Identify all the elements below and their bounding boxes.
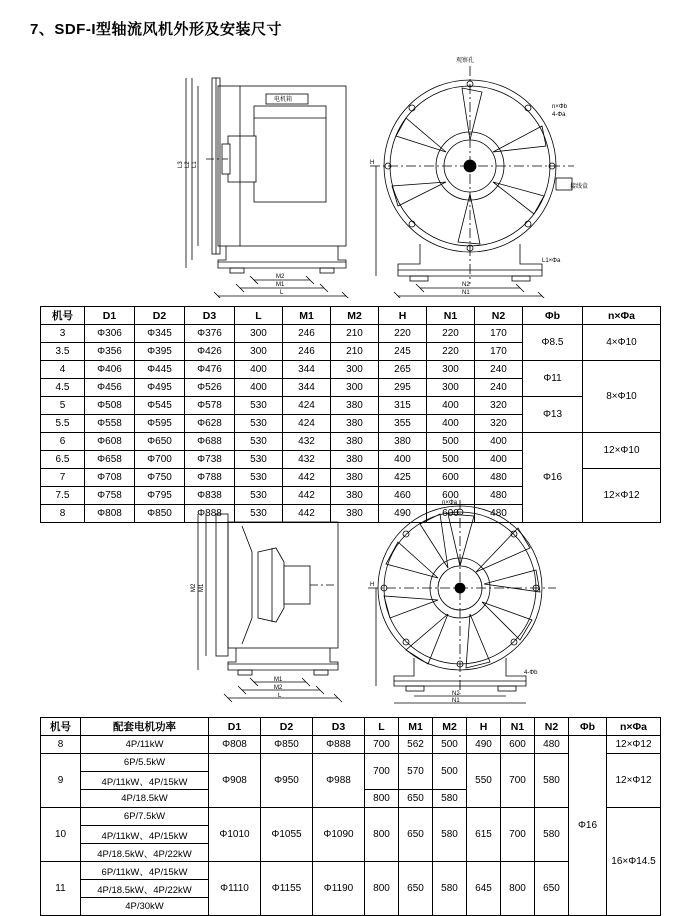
cell-n1: 600 bbox=[427, 469, 475, 487]
th2-phib: Φb bbox=[569, 718, 607, 736]
th-m2: M2 bbox=[331, 307, 379, 325]
label-observation-hole: 观察孔 bbox=[456, 58, 475, 64]
cell-l: 800 bbox=[365, 808, 399, 862]
cell-m1: 562 bbox=[399, 736, 433, 754]
cell-h: 355 bbox=[379, 415, 427, 433]
label-terminal-box: 接线盒 bbox=[570, 184, 589, 190]
cell-n1: 600 bbox=[501, 736, 535, 754]
th-m1: M1 bbox=[283, 307, 331, 325]
cell-phib: Φ11 bbox=[523, 361, 583, 397]
cell-m1: 432 bbox=[283, 433, 331, 451]
cell-d2: Φ850 bbox=[261, 736, 313, 754]
th-phib: Φb bbox=[523, 307, 583, 325]
cell-d2: Φ495 bbox=[135, 379, 185, 397]
cell-d3: Φ1190 bbox=[313, 862, 365, 916]
label-L1phia: L1×Φa bbox=[542, 258, 561, 264]
th-d2: D2 bbox=[135, 307, 185, 325]
cell-motor: 6P/7.5kW bbox=[81, 808, 209, 826]
cell-d2: Φ850 bbox=[135, 505, 185, 523]
cell-h: 220 bbox=[379, 325, 427, 343]
cell-l: 530 bbox=[235, 433, 283, 451]
cell-jihao: 11 bbox=[41, 862, 81, 916]
label-L2b: M2 bbox=[191, 583, 197, 592]
cell-d2: Φ700 bbox=[135, 451, 185, 469]
cell-m2: 210 bbox=[331, 343, 379, 361]
cell-motor: 6P/11kW、4P/15kW bbox=[81, 862, 209, 880]
table2-header-row bbox=[41, 718, 661, 736]
cell-m2: 300 bbox=[331, 379, 379, 397]
cell-n1: 700 bbox=[501, 808, 535, 862]
cell-n1: 500 bbox=[427, 451, 475, 469]
cell-m1: 344 bbox=[283, 379, 331, 397]
cell-jihao: 4 bbox=[41, 361, 85, 379]
cell-n2: 480 bbox=[475, 487, 523, 505]
cell-d1: Φ608 bbox=[85, 433, 135, 451]
cell-d3: Φ688 bbox=[185, 433, 235, 451]
drawing-top-svg bbox=[170, 48, 590, 298]
dimension-table-2 bbox=[40, 717, 661, 916]
cell-phib: Φ8.5 bbox=[523, 325, 583, 361]
cell-d2: Φ595 bbox=[135, 415, 185, 433]
th-n1: N1 bbox=[427, 307, 475, 325]
cell-m2: 210 bbox=[331, 325, 379, 343]
cell-m2: 500 bbox=[433, 754, 467, 790]
cell-m1: 442 bbox=[283, 469, 331, 487]
label-N1b: N1 bbox=[452, 698, 460, 704]
cell-nxa: 16×Φ14.5 bbox=[607, 808, 661, 916]
label-L3: L3 bbox=[178, 161, 184, 168]
cell-jihao: 5 bbox=[41, 397, 85, 415]
cell-m1: 424 bbox=[283, 415, 331, 433]
table-row bbox=[41, 397, 661, 415]
cell-h: 245 bbox=[379, 343, 427, 361]
label-M1: M1 bbox=[276, 282, 285, 288]
cell-n1: 220 bbox=[427, 325, 475, 343]
cell-jihao: 9 bbox=[41, 754, 81, 808]
cell-m2: 380 bbox=[331, 469, 379, 487]
cell-n2: 580 bbox=[535, 754, 569, 808]
label-L1: L1 bbox=[192, 161, 198, 168]
label-M2b: M2 bbox=[274, 685, 283, 691]
cell-d1: Φ658 bbox=[85, 451, 135, 469]
cell-l: 700 bbox=[365, 754, 399, 790]
cell-m2: 380 bbox=[331, 487, 379, 505]
cell-n1: 600 bbox=[427, 505, 475, 523]
cell-jihao: 7.5 bbox=[41, 487, 85, 505]
cell-l: 530 bbox=[235, 487, 283, 505]
dimension-table-1 bbox=[40, 306, 661, 523]
cell-m1: 246 bbox=[283, 325, 331, 343]
th-nxa: n×Φa bbox=[583, 307, 661, 325]
cell-d2: Φ950 bbox=[261, 754, 313, 808]
cell-n2: 170 bbox=[475, 325, 523, 343]
cell-d1: Φ356 bbox=[85, 343, 135, 361]
cell-nxa: 12×Φ12 bbox=[583, 469, 661, 523]
cell-d2: Φ1055 bbox=[261, 808, 313, 862]
cell-d3: Φ426 bbox=[185, 343, 235, 361]
cell-h: 550 bbox=[467, 754, 501, 808]
cell-d1: Φ406 bbox=[85, 361, 135, 379]
cell-phib: Φ16 bbox=[569, 736, 607, 916]
cell-d3: Φ376 bbox=[185, 325, 235, 343]
cell-d3: Φ738 bbox=[185, 451, 235, 469]
drawing-bottom bbox=[180, 492, 580, 707]
cell-motor: 4P/18.5kW、4P/22kW bbox=[81, 880, 209, 898]
cell-m1: 432 bbox=[283, 451, 331, 469]
cell-d1: Φ1010 bbox=[209, 808, 261, 862]
label-4phia: 4-Φa bbox=[552, 112, 566, 118]
cell-jihao: 6.5 bbox=[41, 451, 85, 469]
cell-n1: 800 bbox=[501, 862, 535, 916]
cell-l: 300 bbox=[235, 343, 283, 361]
cell-m1: 344 bbox=[283, 361, 331, 379]
th2-jihao: 机号 bbox=[41, 718, 81, 736]
label-H: H bbox=[370, 160, 375, 166]
cell-n2: 170 bbox=[475, 343, 523, 361]
cell-m2: 380 bbox=[331, 415, 379, 433]
cell-d3: Φ888 bbox=[313, 736, 365, 754]
cell-d3: Φ476 bbox=[185, 361, 235, 379]
cell-d1: Φ908 bbox=[209, 754, 261, 808]
page-title: 7、SDF-I型轴流风机外形及安装尺寸 bbox=[30, 21, 283, 38]
th2-n2: N2 bbox=[535, 718, 569, 736]
cell-phib: Φ13 bbox=[523, 397, 583, 433]
cell-l: 300 bbox=[235, 325, 283, 343]
cell-n2: 480 bbox=[535, 736, 569, 754]
cell-d1: Φ808 bbox=[85, 505, 135, 523]
cell-n2: 400 bbox=[475, 451, 523, 469]
th2-h: H bbox=[467, 718, 501, 736]
cell-d3: Φ788 bbox=[185, 469, 235, 487]
cell-d2: Φ750 bbox=[135, 469, 185, 487]
cell-m2: 580 bbox=[433, 862, 467, 916]
cell-m2: 380 bbox=[331, 433, 379, 451]
drawing-bottom-svg bbox=[180, 492, 580, 707]
label-N1: N1 bbox=[462, 290, 470, 296]
th2-nxa: n×Φa bbox=[607, 718, 661, 736]
cell-n1: 220 bbox=[427, 343, 475, 361]
cell-m1: 442 bbox=[283, 487, 331, 505]
cell-d3: Φ838 bbox=[185, 487, 235, 505]
cell-l: 800 bbox=[365, 790, 399, 808]
cell-m2: 380 bbox=[331, 397, 379, 415]
cell-motor: 4P/30kW bbox=[81, 898, 209, 916]
cell-m2: 580 bbox=[433, 790, 467, 808]
cell-d3: Φ526 bbox=[185, 379, 235, 397]
th-n2: N2 bbox=[475, 307, 523, 325]
cell-n1: 600 bbox=[427, 487, 475, 505]
cell-d1: Φ758 bbox=[85, 487, 135, 505]
label-N2b: N2 bbox=[452, 691, 460, 697]
cell-nxa: 12×Φ12 bbox=[607, 736, 661, 754]
cell-n2: 480 bbox=[475, 469, 523, 487]
cell-l: 530 bbox=[235, 469, 283, 487]
cell-m2: 300 bbox=[331, 361, 379, 379]
cell-n2: 650 bbox=[535, 862, 569, 916]
cell-m2: 380 bbox=[331, 505, 379, 523]
cell-nxa: 8×Φ10 bbox=[583, 361, 661, 433]
cell-nxa: 12×Φ10 bbox=[583, 433, 661, 469]
cell-h: 615 bbox=[467, 808, 501, 862]
cell-h: 315 bbox=[379, 397, 427, 415]
cell-d3: Φ888 bbox=[185, 505, 235, 523]
label-nxa-b: n×Φa bbox=[442, 500, 457, 506]
cell-h: 425 bbox=[379, 469, 427, 487]
cell-nxa: 12×Φ12 bbox=[607, 754, 661, 808]
cell-jihao: 6 bbox=[41, 433, 85, 451]
cell-d2: Φ1155 bbox=[261, 862, 313, 916]
cell-jihao: 4.5 bbox=[41, 379, 85, 397]
table-row bbox=[41, 325, 661, 343]
label-Lb: L bbox=[278, 693, 282, 699]
th-jihao: 机号 bbox=[41, 307, 85, 325]
th2-l: L bbox=[365, 718, 399, 736]
cell-d1: Φ558 bbox=[85, 415, 135, 433]
cell-jihao: 8 bbox=[41, 736, 81, 754]
table-row bbox=[41, 808, 661, 826]
th2-motor-power: 配套电机功率 bbox=[81, 718, 209, 736]
th2-d3: D3 bbox=[313, 718, 365, 736]
th-h: H bbox=[379, 307, 427, 325]
cell-m2: 580 bbox=[433, 808, 467, 862]
cell-m1: 424 bbox=[283, 397, 331, 415]
cell-jihao: 10 bbox=[41, 808, 81, 862]
cell-l: 800 bbox=[365, 862, 399, 916]
cell-l: 700 bbox=[365, 736, 399, 754]
th2-d1: D1 bbox=[209, 718, 261, 736]
table1-header-row bbox=[41, 307, 661, 325]
cell-jihao: 3 bbox=[41, 325, 85, 343]
cell-n1: 300 bbox=[427, 361, 475, 379]
cell-m2: 380 bbox=[331, 451, 379, 469]
cell-m1: 246 bbox=[283, 343, 331, 361]
table-row bbox=[41, 433, 661, 451]
cell-h: 490 bbox=[379, 505, 427, 523]
table-row bbox=[41, 736, 661, 754]
cell-d3: Φ988 bbox=[313, 754, 365, 808]
cell-motor: 4P/11kW、4P/15kW bbox=[81, 826, 209, 844]
cell-n1: 700 bbox=[501, 754, 535, 808]
cell-n1: 500 bbox=[427, 433, 475, 451]
th2-d2: D2 bbox=[261, 718, 313, 736]
cell-h: 645 bbox=[467, 862, 501, 916]
cell-h: 295 bbox=[379, 379, 427, 397]
label-Hb: H bbox=[370, 582, 375, 588]
label-4phib: 4-Φb bbox=[524, 670, 538, 676]
cell-d2: Φ445 bbox=[135, 361, 185, 379]
cell-l: 400 bbox=[235, 361, 283, 379]
cell-d2: Φ650 bbox=[135, 433, 185, 451]
cell-m1: 650 bbox=[399, 862, 433, 916]
drawing-top bbox=[170, 48, 590, 298]
cell-m2: 500 bbox=[433, 736, 467, 754]
th2-m1: M1 bbox=[399, 718, 433, 736]
cell-m1: 442 bbox=[283, 505, 331, 523]
cell-d3: Φ628 bbox=[185, 415, 235, 433]
label-M2: M2 bbox=[276, 274, 285, 280]
cell-motor: 6P/5.5kW bbox=[81, 754, 209, 772]
cell-l: 530 bbox=[235, 397, 283, 415]
cell-d1: Φ708 bbox=[85, 469, 135, 487]
label-M1b: M1 bbox=[274, 677, 283, 683]
cell-h: 265 bbox=[379, 361, 427, 379]
cell-m1: 650 bbox=[399, 790, 433, 808]
cell-d3: Φ1090 bbox=[313, 808, 365, 862]
cell-n2: 400 bbox=[475, 433, 523, 451]
cell-d2: Φ395 bbox=[135, 343, 185, 361]
label-L1b: M1 bbox=[199, 583, 205, 592]
cell-jihao: 5.5 bbox=[41, 415, 85, 433]
cell-l: 530 bbox=[235, 505, 283, 523]
th2-n1: N1 bbox=[501, 718, 535, 736]
label-N2: N2 bbox=[462, 282, 470, 288]
cell-n1: 300 bbox=[427, 379, 475, 397]
cell-n2: 580 bbox=[535, 808, 569, 862]
cell-d1: Φ456 bbox=[85, 379, 135, 397]
th2-m2: M2 bbox=[433, 718, 467, 736]
cell-d1: Φ306 bbox=[85, 325, 135, 343]
label-motor-box: 电机箱 bbox=[274, 97, 293, 103]
cell-n2: 480 bbox=[475, 505, 523, 523]
cell-n2: 240 bbox=[475, 379, 523, 397]
cell-h: 490 bbox=[467, 736, 501, 754]
cell-n2: 320 bbox=[475, 415, 523, 433]
cell-n1: 400 bbox=[427, 397, 475, 415]
cell-l: 400 bbox=[235, 379, 283, 397]
cell-jihao: 3.5 bbox=[41, 343, 85, 361]
cell-h: 460 bbox=[379, 487, 427, 505]
cell-motor: 4P/18.5kW、4P/22kW bbox=[81, 844, 209, 862]
cell-l: 530 bbox=[235, 415, 283, 433]
cell-n1: 400 bbox=[427, 415, 475, 433]
table-row bbox=[41, 361, 661, 379]
cell-l: 530 bbox=[235, 451, 283, 469]
cell-d2: Φ545 bbox=[135, 397, 185, 415]
cell-motor: 4P/11kW、4P/15kW bbox=[81, 772, 209, 790]
cell-nxa: 4×Φ10 bbox=[583, 325, 661, 361]
cell-motor: 4P/18.5kW bbox=[81, 790, 209, 808]
cell-d2: Φ345 bbox=[135, 325, 185, 343]
cell-jihao: 8 bbox=[41, 505, 85, 523]
cell-d1: Φ1110 bbox=[209, 862, 261, 916]
cell-motor: 4P/11kW bbox=[81, 736, 209, 754]
cell-jihao: 7 bbox=[41, 469, 85, 487]
cell-m1: 570 bbox=[399, 754, 433, 790]
th-d3: D3 bbox=[185, 307, 235, 325]
th-l: L bbox=[235, 307, 283, 325]
cell-d2: Φ795 bbox=[135, 487, 185, 505]
label-nxb: n×Φb bbox=[552, 104, 567, 110]
cell-d1: Φ508 bbox=[85, 397, 135, 415]
table-row bbox=[41, 754, 661, 772]
cell-n2: 240 bbox=[475, 361, 523, 379]
cell-d1: Φ808 bbox=[209, 736, 261, 754]
label-L2: L2 bbox=[185, 161, 191, 168]
cell-phib: Φ16 bbox=[523, 433, 583, 523]
table-row bbox=[41, 862, 661, 880]
cell-d3: Φ578 bbox=[185, 397, 235, 415]
th-d1: D1 bbox=[85, 307, 135, 325]
cell-h: 400 bbox=[379, 451, 427, 469]
label-L: L bbox=[280, 290, 284, 296]
cell-n2: 320 bbox=[475, 397, 523, 415]
cell-h: 380 bbox=[379, 433, 427, 451]
cell-m1: 650 bbox=[399, 808, 433, 862]
